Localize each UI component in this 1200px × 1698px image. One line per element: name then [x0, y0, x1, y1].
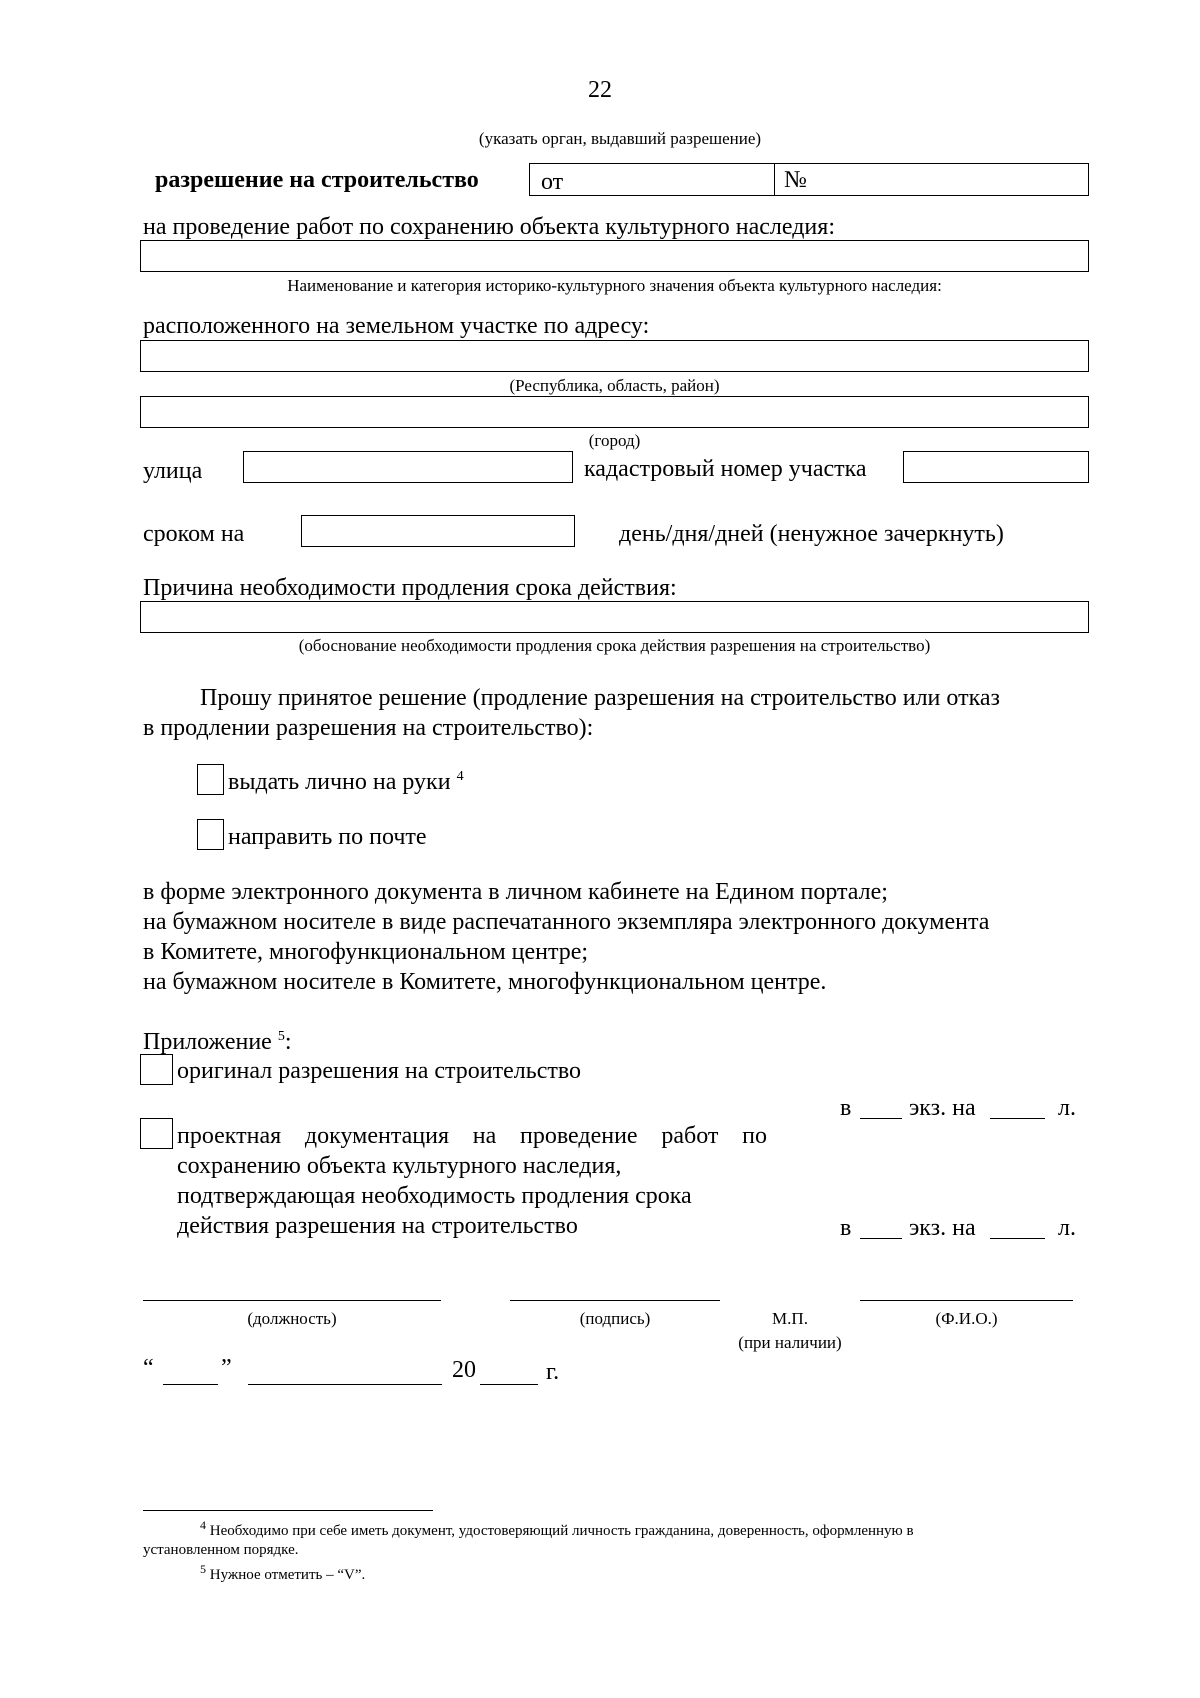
copies-count-field-1[interactable] [860, 1118, 902, 1119]
permit-from-label: от [541, 169, 564, 195]
format-paper: на бумажном носителе в Комитете, многофункциональном центре. [143, 969, 827, 995]
signature-line[interactable] [510, 1300, 720, 1301]
sheets-count-field-1[interactable] [990, 1118, 1045, 1119]
position-caption: (должность) [247, 1309, 337, 1328]
stamp-label: М.П. [772, 1309, 808, 1328]
attachments-title [143, 1028, 291, 1056]
full-name-caption: (Ф.И.О.) [935, 1309, 998, 1328]
permit-box [529, 163, 1089, 196]
format-electronic: в форме электронного документа в личном кабинете на Едином портале; [143, 879, 888, 905]
works-label: на проведение работ по сохранению объекта культурного наследия: [143, 214, 835, 240]
term-field[interactable] [301, 515, 575, 547]
date-day-field[interactable] [163, 1384, 218, 1385]
attachment-project-line-1: проектная документация на проведение работ по [177, 1123, 767, 1149]
signature-caption: (подпись) [579, 1309, 651, 1328]
deliver-in-person-option [228, 768, 464, 796]
attachment-project-line-3: подтверждающая необходимость продления срока [177, 1183, 692, 1209]
reason-field[interactable] [140, 601, 1089, 633]
deliver-in-person-checkbox[interactable] [197, 764, 224, 795]
attachments-title-text: Приложение [143, 1029, 272, 1055]
footnote-5-text: Нужное отметить – “V”. [209, 1567, 366, 1583]
works-caption: Наименование и категория историко-культурного значения объекта культурного наследия: [287, 276, 942, 295]
attachment-original-checkbox[interactable] [140, 1054, 173, 1085]
copies-mid-1: экз. на [909, 1095, 976, 1121]
cadastral-field[interactable] [903, 451, 1089, 483]
date-year-suffix: г. [546, 1359, 560, 1385]
request-line-2: в продлении разрешения на строительство): [143, 715, 594, 741]
format-printed-line-2: в Комитете, многофункциональном центре; [143, 939, 589, 965]
page-number: 22 [588, 77, 612, 103]
permit-label: разрешение на строительство [155, 167, 479, 193]
copies-prefix-2: в [840, 1215, 852, 1241]
request-line-1: Прошу принятое решение (продление разрешения на строительство или отказ [200, 685, 1001, 711]
region-field[interactable] [140, 340, 1089, 372]
attachment-original-label: оригинал разрешения на строительство [177, 1058, 582, 1084]
street-label: улица [143, 458, 203, 484]
full-name-line[interactable] [860, 1300, 1073, 1301]
sheets-count-field-2[interactable] [990, 1238, 1045, 1239]
address-label: расположенного на земельном участке по адресу: [143, 313, 650, 339]
stamp-note: (при наличии) [738, 1333, 842, 1352]
date-open-quote: “ [143, 1355, 154, 1381]
attachment-project-line-2: сохранению объекта культурного наследия, [177, 1153, 622, 1179]
copies-suffix-1: л. [1058, 1095, 1076, 1121]
region-caption: (Республика, область, район) [509, 376, 720, 395]
footnote-ref-5: 5 [277, 1029, 285, 1044]
footnote-4 [200, 1518, 914, 1541]
date-close-quote: ” [221, 1355, 232, 1381]
cadastral-label: кадастровый номер участка [584, 456, 867, 482]
format-printed-line-1: на бумажном носителе в виде распечатанного экземпляра электронного документа [143, 909, 990, 935]
copies-mid-2: экз. на [909, 1215, 976, 1241]
term-label: сроком на [143, 521, 245, 547]
copies-prefix-1: в [840, 1095, 852, 1121]
copies-count-field-2[interactable] [860, 1238, 902, 1239]
footnote-5-mark: 5 [200, 1562, 206, 1576]
reason-label: Причина необходимости продления срока действия: [143, 575, 677, 601]
reason-caption: (обоснование необходимости продления срока действия разрешения на строительство) [298, 636, 931, 655]
footnote-4-text-2: установленном порядке. [143, 1542, 299, 1558]
attachments-colon: : [284, 1029, 292, 1055]
send-by-mail-checkbox[interactable] [197, 819, 224, 850]
deliver-in-person-label: выдать лично на руки [228, 769, 451, 795]
term-unit: день/дня/дней (ненужное зачеркнуть) [619, 521, 1004, 547]
street-field[interactable] [243, 451, 573, 483]
permit-number-label: № [784, 167, 807, 193]
footnote-4-mark: 4 [200, 1518, 206, 1532]
attachment-project-checkbox[interactable] [140, 1118, 173, 1149]
footnote-separator [143, 1510, 433, 1511]
footnote-5 [200, 1562, 366, 1585]
works-field[interactable] [140, 240, 1089, 272]
attachment-project-line-4: действия разрешения на строительство [177, 1213, 578, 1239]
date-year-field[interactable] [480, 1384, 538, 1385]
footnote-4-text-1: Необходимо при себе иметь документ, удостоверяющий личность гражданина, доверенность, оформленную в [209, 1523, 914, 1539]
copies-suffix-2: л. [1058, 1215, 1076, 1241]
date-year-prefix: 20 [452, 1357, 476, 1383]
authority-caption: (указать орган, выдавший разрешение) [478, 129, 762, 148]
city-field[interactable] [140, 396, 1089, 428]
city-caption: (город) [588, 431, 641, 450]
position-line[interactable] [143, 1300, 441, 1301]
footnote-ref-4: 4 [456, 769, 464, 784]
date-month-field[interactable] [248, 1384, 442, 1385]
send-by-mail-label: направить по почте [228, 824, 427, 850]
